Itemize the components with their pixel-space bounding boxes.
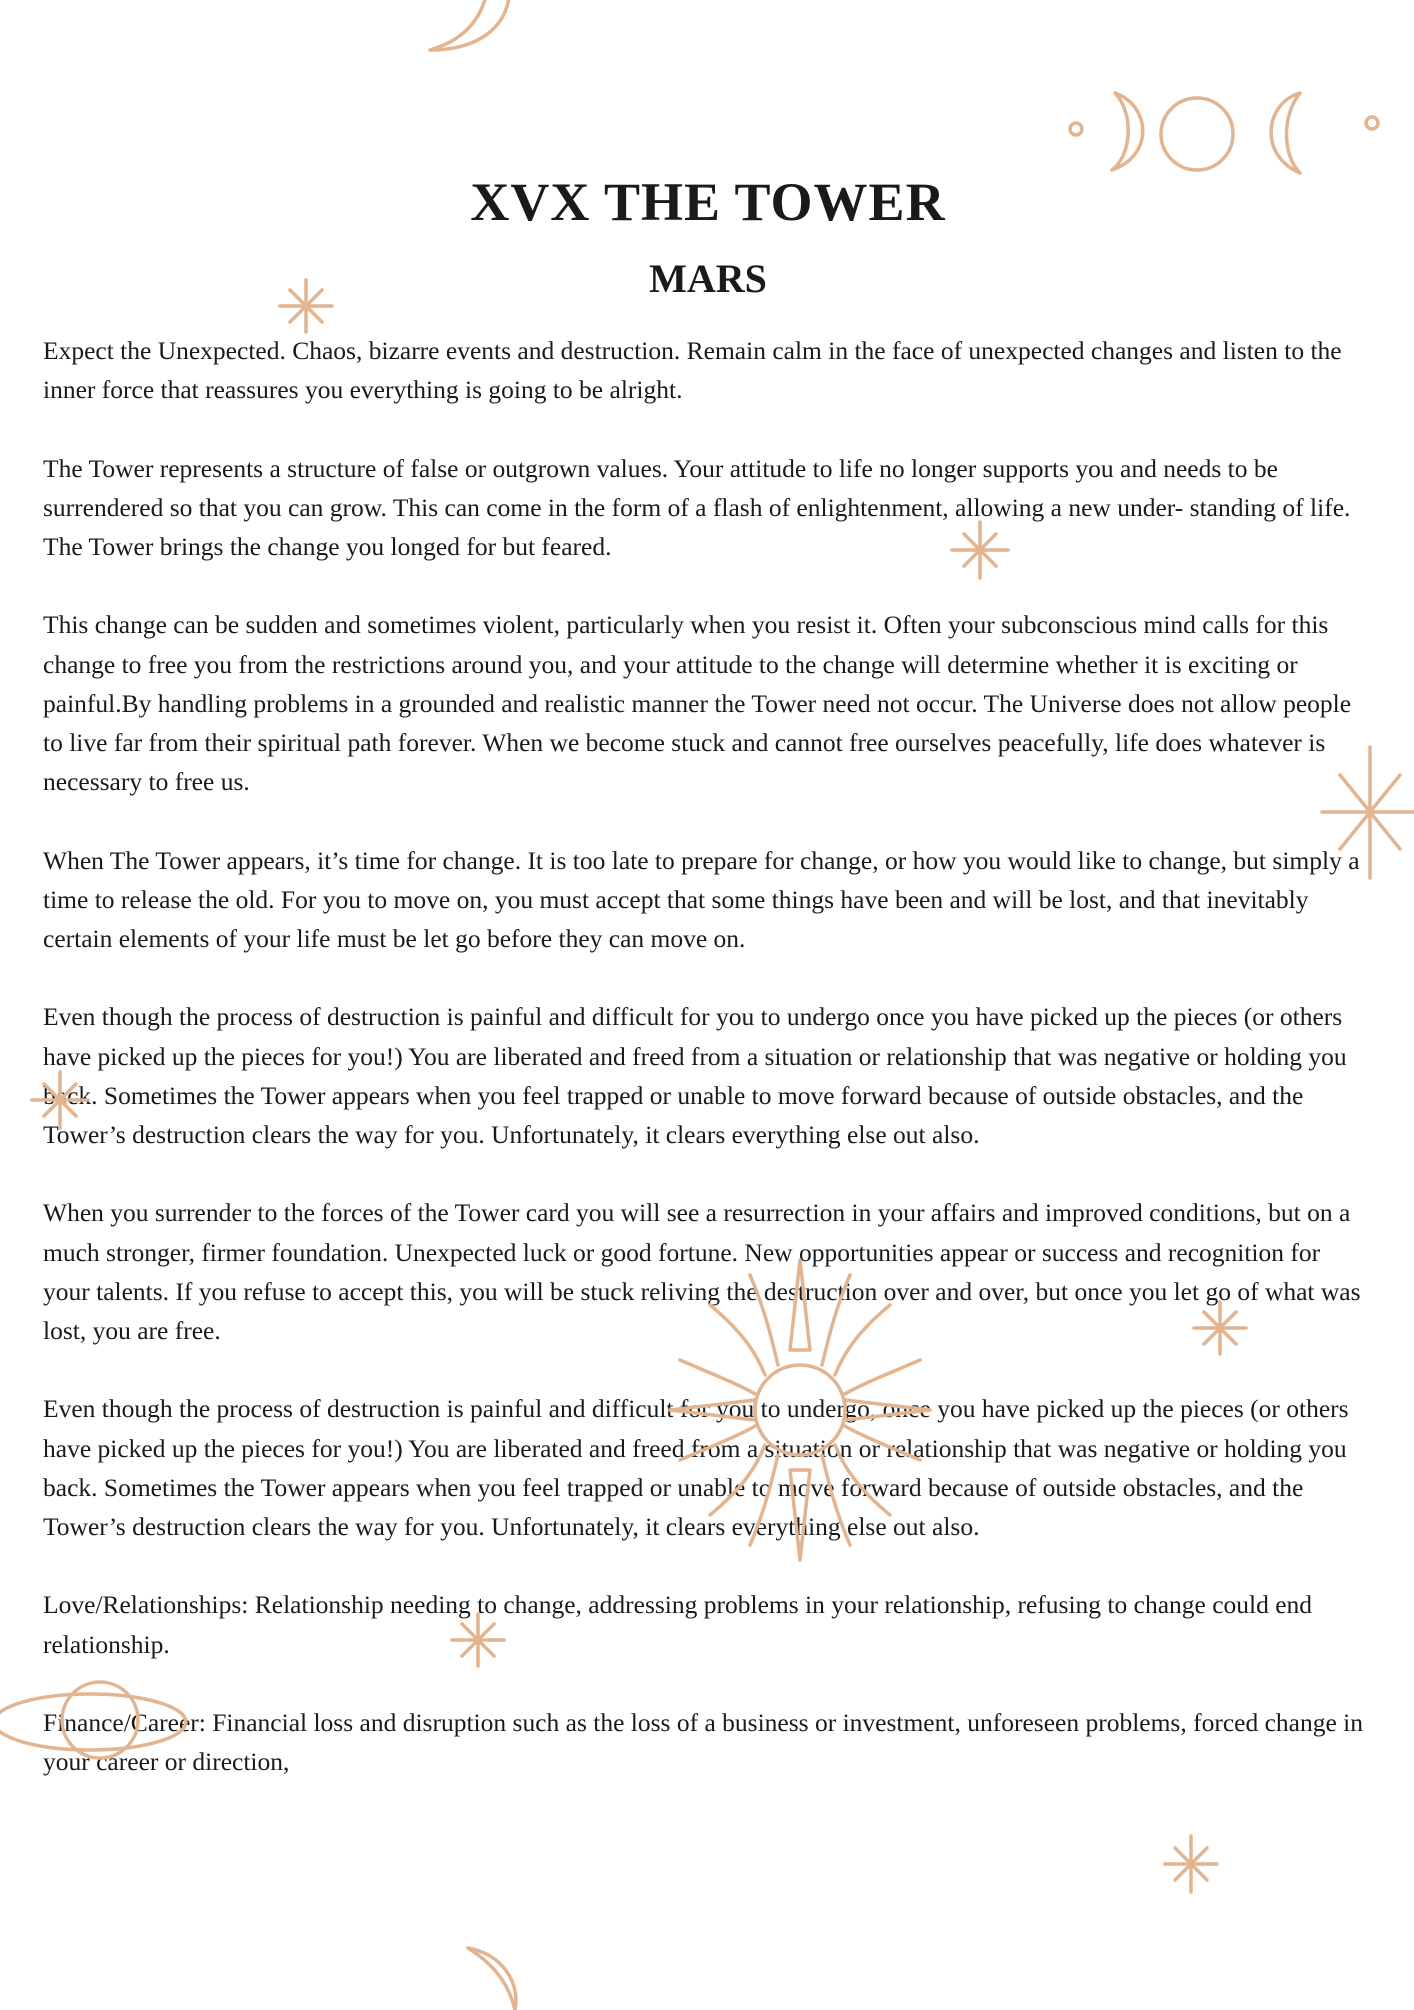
paragraph-structure: The Tower represents a structure of false or outgrown values. Your attitude to life no longer supports you and needs to be surrendered so that you can grow. This can come in the form of a flash of enlightenment, allowing a new under- standing of life. The Tower brings the change you longed for but feared.	[43, 453, 1351, 561]
crescent-moon-icon	[420, 0, 530, 60]
paragraph-destruction-repeat: Even though the process of destruction is painful and difficult for you to undergo, once you have picked up the pieces (or others have picked up the pieces for you!) You are liberated and freed from a situation or relationship that was negative or holding you back. Sometimes the Tower appears when you feel trapped or unable to move forward because of outside obstacles, and the Tower’s destruction clears the way for you. Unfortunately, it clears everything else out also.	[43, 1394, 1349, 1541]
paragraph-change: This change can be sudden and sometimes violent, particularly when you resist it. Often your subconscious mind calls for this change to free you from the restrictions around you, and your attitude to the change will determine whether it is exciting or painful.By handling problems in a grounded and realistic manner the Tower need not occur. The Universe does not allow people to live far from their spiritual path forever. When we become stuck and cannot free ourselves peacefully, life does whatever is necessary to free us.	[43, 610, 1352, 797]
paragraph-finance: Finance/Career: Financial loss and disruption such as the loss of a business or investment, unforeseen problems, forced change in your career or direction,	[43, 1707, 1364, 1777]
paragraph-surrender: When you surrender to the forces of the Tower card you will see a resurrection in your affairs and improved conditions, but on a much stronger, firmer foundation. Unexpected luck or good fortune. New opportunities appear or success and recognition for your talents. If you refuse to accept this, you will be stuck reliving the destruction over and over, but once you let go of what was lost, you are free.	[43, 1198, 1361, 1345]
paragraph-intro: Expect the Unexpected. Chaos, bizarre events and destruction. Remain calm in the face of unexpected changes and listen to the inner force that reassures you everything is going to be alright.	[43, 336, 1342, 405]
sparkle-star-icon	[1163, 1834, 1219, 1894]
page-title: XVX THE TOWER	[470, 172, 946, 232]
paragraph-appears: When The Tower appears, it’s time for change. It is too late to prepare for change, or how you would like to change, but simply a time to release the old. For you to move on, you must accept that some things have been and will be lost, and that inevitably certain elements of your life must be let go before they can move on.	[43, 845, 1360, 953]
page-subtitle: MARS	[649, 256, 767, 301]
paragraph-destruction: Even though the process of destruction is painful and difficult for you to undergo once you have picked up the pieces (or others have picked up the pieces for you!) You are liberated and freed from a situation or relationship that was negative or holding you back. Sometimes the Tower appears when you feel trapped or unable to move forward because of outside obstacles, and the Tower’s destruction clears the way for you. Unfortunately, it clears everything else out also.	[43, 1002, 1347, 1149]
paragraph-love: Love/Relationships: Relationship needing to change, addressing problems in your relationship, refusing to change could end relationship.	[43, 1590, 1313, 1659]
body-text	[43, 331, 1373, 1821]
